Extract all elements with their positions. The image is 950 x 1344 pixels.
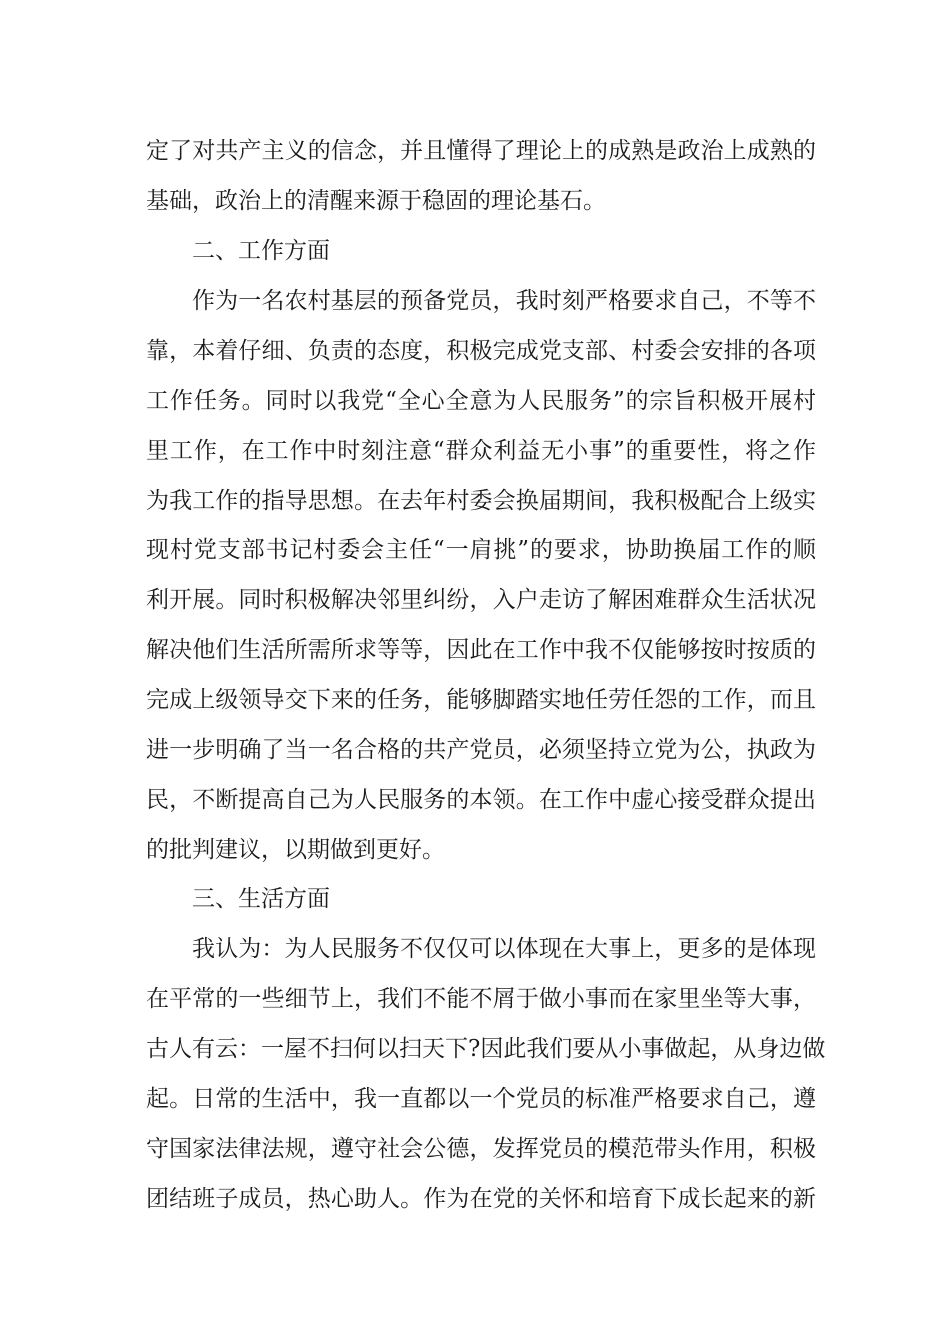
text-line: 现村党支部书记村委会主任“一肩挑”的要求，协助换届工作的顺 <box>146 537 816 563</box>
text-line: 完成上级领导交下来的任务，能够脚踏实地任劳任怨的工作，而且 <box>146 687 816 713</box>
section-heading-life: 三、生活方面 <box>192 886 330 912</box>
text-line: 基础，政治上的清醒来源于稳固的理论基石。 <box>146 188 606 214</box>
text-line: 团结班子成员，热心助人。作为在党的关怀和培育下成长起来的新 <box>146 1186 816 1212</box>
text-line: 我认为：为人民服务不仅仅可以体现在大事上，更多的是体现 <box>192 936 816 962</box>
text-line: 在平常的一些细节上，我们不能不屑于做小事而在家里坐等大事， <box>146 986 816 1012</box>
text-line: 守国家法律法规，遵守社会公德，发挥党员的模范带头作用，积极 <box>146 1136 816 1162</box>
text-line: 工作任务。同时以我党“全心全意为人民服务”的宗旨积极开展村 <box>146 388 816 414</box>
text-line: 里工作，在工作中时刻注意“群众利益无小事”的重要性，将之作 <box>146 438 816 464</box>
text-line: 为我工作的指导思想。在去年村委会换届期间，我积极配合上级实 <box>146 488 816 514</box>
text-line: 进一步明确了当一名合格的共产党员，必须坚持立党为公，执政为 <box>146 737 816 763</box>
text-line: 靠，本着仔细、负责的态度，积极完成党支部、村委会安排的各项 <box>146 338 816 364</box>
text-line: 起。日常的生活中，我一直都以一个党员的标准严格要求自己，遵 <box>146 1086 816 1112</box>
text-line: 民，不断提高自己为人民服务的本领。在工作中虚心接受群众提出 <box>146 787 816 813</box>
text-line: 解决他们生活所需所求等等，因此在工作中我不仅能够按时按质的 <box>146 637 816 663</box>
text-line: 利开展。同时积极解决邻里纠纷，入户走访了解困难群众生活状况 <box>146 587 816 613</box>
text-line: 作为一名农村基层的预备党员，我时刻严格要求自己，不等不 <box>192 288 816 314</box>
text-line: 定了对共产主义的信念，并且懂得了理论上的成熟是政治上成熟的 <box>146 138 816 164</box>
text-line: 古人有云：一屋不扫何以扫天下?因此我们要从小事做起，从身边做 <box>146 1036 826 1062</box>
section-heading-work: 二、工作方面 <box>192 238 330 264</box>
text-line: 的批判建议，以期做到更好。 <box>146 837 445 863</box>
